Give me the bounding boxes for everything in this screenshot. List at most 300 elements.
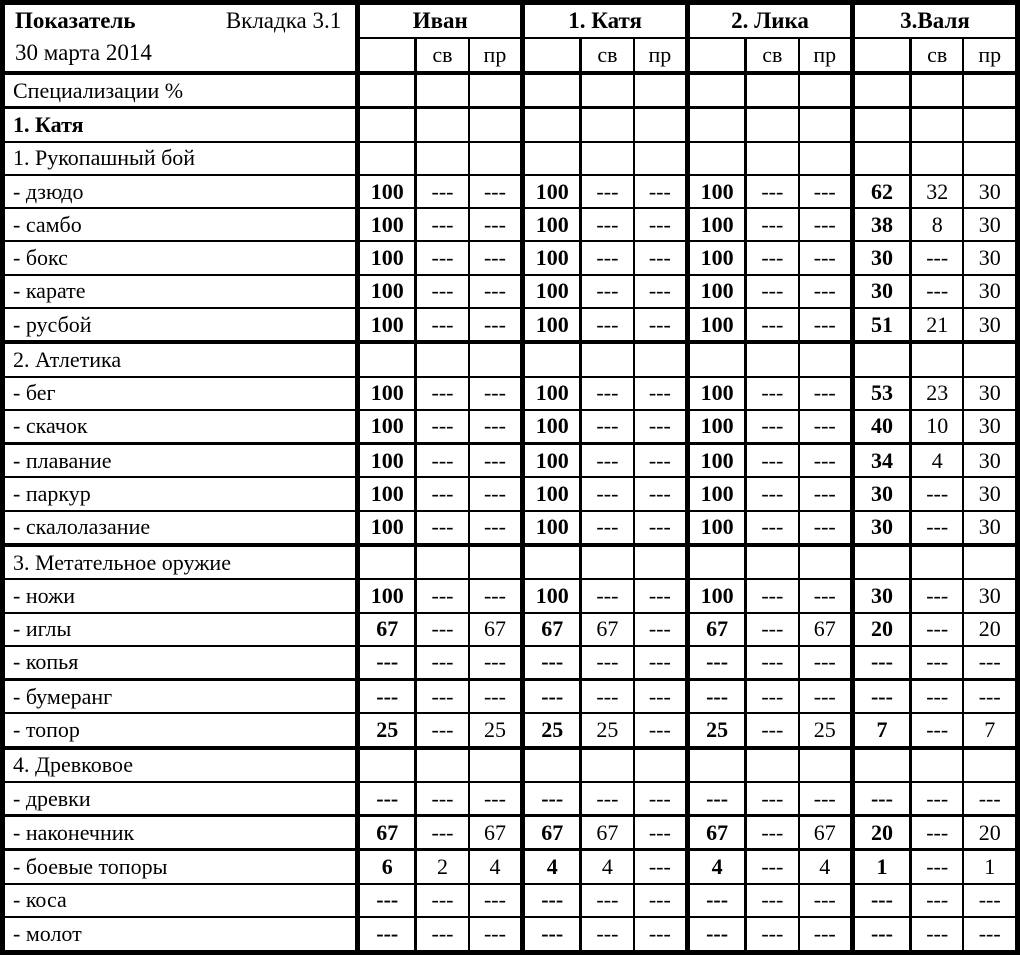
- row-label: 3. Метательное оружие: [3, 545, 358, 579]
- data-cell: ---: [910, 917, 963, 952]
- data-cell: 25: [688, 713, 746, 747]
- data-cell: ---: [416, 377, 469, 410]
- data-cell: ---: [634, 308, 688, 342]
- data-cell: 20: [963, 816, 1017, 850]
- data-cell: ---: [469, 377, 523, 410]
- row-label: - паркур: [3, 477, 358, 510]
- data-cell: ---: [469, 917, 523, 952]
- data-cell: [416, 142, 469, 175]
- table-row: [3, 108, 1018, 142]
- indicator-label: Показатель: [15, 8, 136, 33]
- data-cell: ---: [416, 477, 469, 510]
- data-cell: 4: [688, 850, 746, 884]
- data-cell: 51: [852, 308, 910, 342]
- data-cell: 100: [358, 511, 416, 545]
- data-cell: 30: [963, 477, 1017, 510]
- data-cell: [416, 342, 469, 376]
- data-cell: 10: [910, 410, 963, 444]
- data-cell: 100: [688, 511, 746, 545]
- data-cell: ---: [799, 477, 853, 510]
- data-cell: 100: [523, 308, 581, 342]
- corner-top-line: [5, 5, 355, 39]
- data-cell: ---: [416, 410, 469, 444]
- table-row: [3, 884, 1018, 917]
- data-cell: ---: [469, 477, 523, 510]
- data-cell: [688, 142, 746, 175]
- data-cell: [358, 73, 416, 108]
- data-cell: [469, 142, 523, 175]
- data-cell: ---: [910, 816, 963, 850]
- table-row: [3, 410, 1018, 444]
- data-cell: ---: [469, 680, 523, 714]
- data-cell: 4: [799, 850, 853, 884]
- table-row: [3, 646, 1018, 680]
- data-cell: ---: [799, 646, 853, 680]
- data-cell: 25: [581, 713, 634, 747]
- data-cell: ---: [581, 308, 634, 342]
- data-cell: 100: [523, 241, 581, 274]
- tab-label: Вкладка 3.1: [225, 8, 342, 33]
- data-cell: ---: [910, 511, 963, 545]
- data-cell: ---: [746, 175, 799, 208]
- data-cell: [634, 748, 688, 782]
- group-header-katya: 1. Катя: [523, 3, 688, 38]
- data-cell: 67: [358, 613, 416, 646]
- table-row: [3, 208, 1018, 241]
- data-cell: [910, 545, 963, 579]
- data-cell: ---: [416, 613, 469, 646]
- data-cell: ---: [799, 917, 853, 952]
- data-cell: ---: [469, 410, 523, 444]
- data-cell: [746, 142, 799, 175]
- data-cell: ---: [523, 884, 581, 917]
- data-cell: [688, 748, 746, 782]
- data-cell: ---: [634, 579, 688, 612]
- data-cell: ---: [469, 646, 523, 680]
- data-cell: ---: [746, 816, 799, 850]
- data-cell: ---: [416, 511, 469, 545]
- table-row: [3, 308, 1018, 342]
- data-cell: 7: [963, 713, 1017, 747]
- row-label: - бокс: [3, 241, 358, 274]
- data-cell: [799, 545, 853, 579]
- data-cell: ---: [523, 680, 581, 714]
- data-cell: ---: [469, 241, 523, 274]
- data-cell: 53: [852, 377, 910, 410]
- data-cell: ---: [416, 241, 469, 274]
- data-cell: ---: [358, 646, 416, 680]
- row-label: 1. Рукопашный бой: [3, 142, 358, 175]
- data-cell: 21: [910, 308, 963, 342]
- data-cell: ---: [799, 175, 853, 208]
- data-cell: 30: [963, 511, 1017, 545]
- data-cell: [963, 545, 1017, 579]
- row-label: - древки: [3, 782, 358, 816]
- data-cell: ---: [581, 444, 634, 478]
- data-cell: 30: [963, 241, 1017, 274]
- data-cell: ---: [581, 579, 634, 612]
- row-label: - коса: [3, 884, 358, 917]
- data-cell: 38: [852, 208, 910, 241]
- data-cell: ---: [581, 208, 634, 241]
- data-cell: 100: [523, 477, 581, 510]
- data-cell: 30: [963, 208, 1017, 241]
- data-cell: ---: [746, 208, 799, 241]
- data-cell: 25: [358, 713, 416, 747]
- data-cell: ---: [688, 646, 746, 680]
- data-cell: ---: [746, 511, 799, 545]
- data-cell: [581, 108, 634, 142]
- data-cell: ---: [581, 377, 634, 410]
- data-cell: 4: [469, 850, 523, 884]
- data-cell: [358, 142, 416, 175]
- data-cell: [634, 545, 688, 579]
- data-cell: 1: [852, 850, 910, 884]
- data-cell: 100: [523, 377, 581, 410]
- data-cell: ---: [634, 782, 688, 816]
- data-cell: 30: [963, 410, 1017, 444]
- row-label: - плавание: [3, 444, 358, 478]
- data-cell: ---: [799, 884, 853, 917]
- data-cell: 6: [358, 850, 416, 884]
- data-cell: [746, 748, 799, 782]
- data-cell: [910, 748, 963, 782]
- data-cell: ---: [358, 680, 416, 714]
- group-header-valya: 3.Валя: [852, 3, 1017, 38]
- data-cell: ---: [799, 308, 853, 342]
- subcol-total: [523, 38, 581, 73]
- data-cell: ---: [416, 208, 469, 241]
- subcol-total: [852, 38, 910, 73]
- data-cell: 100: [358, 477, 416, 510]
- data-cell: 30: [852, 579, 910, 612]
- data-cell: 20: [852, 816, 910, 850]
- data-cell: ---: [416, 917, 469, 952]
- data-cell: ---: [910, 579, 963, 612]
- data-cell: ---: [746, 680, 799, 714]
- table-row: [3, 342, 1018, 376]
- table-row: [3, 377, 1018, 410]
- data-cell: 30: [963, 377, 1017, 410]
- data-cell: ---: [852, 782, 910, 816]
- data-cell: ---: [469, 275, 523, 308]
- data-cell: [746, 73, 799, 108]
- data-cell: [799, 342, 853, 376]
- data-cell: ---: [581, 884, 634, 917]
- data-cell: [688, 342, 746, 376]
- data-cell: 40: [852, 410, 910, 444]
- data-cell: ---: [523, 646, 581, 680]
- data-cell: 67: [688, 613, 746, 646]
- data-cell: 100: [688, 477, 746, 510]
- data-cell: 100: [688, 579, 746, 612]
- data-cell: [358, 748, 416, 782]
- table-row: [3, 613, 1018, 646]
- data-cell: 100: [688, 444, 746, 478]
- data-cell: ---: [746, 850, 799, 884]
- data-cell: ---: [581, 917, 634, 952]
- data-cell: ---: [416, 444, 469, 478]
- data-cell: [469, 748, 523, 782]
- data-cell: ---: [523, 917, 581, 952]
- subcol-sv: св: [581, 38, 634, 73]
- data-cell: 100: [358, 410, 416, 444]
- data-cell: ---: [799, 241, 853, 274]
- data-cell: ---: [581, 511, 634, 545]
- header-row-groups: [3, 3, 1018, 38]
- data-cell: ---: [634, 884, 688, 917]
- data-cell: ---: [963, 680, 1017, 714]
- data-cell: ---: [416, 680, 469, 714]
- data-cell: ---: [746, 713, 799, 747]
- data-cell: 4: [523, 850, 581, 884]
- data-cell: ---: [469, 175, 523, 208]
- subcol-total: [358, 38, 416, 73]
- data-cell: ---: [634, 410, 688, 444]
- data-cell: [523, 545, 581, 579]
- data-cell: [688, 108, 746, 142]
- data-cell: [523, 108, 581, 142]
- data-cell: 100: [523, 410, 581, 444]
- data-cell: ---: [910, 850, 963, 884]
- row-label: - копья: [3, 646, 358, 680]
- data-cell: ---: [746, 613, 799, 646]
- data-cell: [852, 73, 910, 108]
- data-cell: [688, 73, 746, 108]
- data-cell: 100: [523, 511, 581, 545]
- data-cell: [963, 73, 1017, 108]
- row-label: - карате: [3, 275, 358, 308]
- subcol-pr: пр: [469, 38, 523, 73]
- data-cell: ---: [799, 579, 853, 612]
- data-cell: ---: [634, 477, 688, 510]
- data-cell: ---: [634, 917, 688, 952]
- data-cell: 100: [523, 275, 581, 308]
- data-cell: [469, 342, 523, 376]
- data-cell: 30: [963, 579, 1017, 612]
- row-label: Специализации %: [3, 73, 358, 108]
- data-cell: 100: [358, 377, 416, 410]
- data-cell: 67: [799, 816, 853, 850]
- table-row: [3, 917, 1018, 952]
- data-cell: 4: [581, 850, 634, 884]
- data-cell: ---: [581, 477, 634, 510]
- data-cell: ---: [910, 646, 963, 680]
- data-cell: [746, 342, 799, 376]
- data-cell: 100: [358, 275, 416, 308]
- table-row: [3, 680, 1018, 714]
- subcol-sv: св: [416, 38, 469, 73]
- data-cell: ---: [634, 175, 688, 208]
- date-label: 30 марта 2014: [15, 40, 152, 65]
- subcol-pr: пр: [634, 38, 688, 73]
- data-cell: [799, 108, 853, 142]
- data-cell: 100: [688, 377, 746, 410]
- data-cell: ---: [746, 782, 799, 816]
- row-label: - ножи: [3, 579, 358, 612]
- subcol-pr: пр: [963, 38, 1017, 73]
- data-cell: ---: [634, 850, 688, 884]
- data-cell: ---: [358, 917, 416, 952]
- data-cell: 67: [469, 613, 523, 646]
- data-cell: ---: [634, 816, 688, 850]
- data-cell: ---: [910, 884, 963, 917]
- data-cell: 100: [358, 241, 416, 274]
- data-cell: [581, 748, 634, 782]
- data-cell: [634, 108, 688, 142]
- data-cell: 34: [852, 444, 910, 478]
- data-cell: [634, 73, 688, 108]
- data-cell: ---: [358, 782, 416, 816]
- data-cell: 2: [416, 850, 469, 884]
- data-cell: ---: [799, 680, 853, 714]
- data-cell: ---: [634, 613, 688, 646]
- data-cell: 30: [852, 275, 910, 308]
- table-row: [3, 275, 1018, 308]
- data-cell: ---: [910, 680, 963, 714]
- data-cell: ---: [746, 646, 799, 680]
- data-cell: 20: [852, 613, 910, 646]
- row-label: - боевые топоры: [3, 850, 358, 884]
- data-cell: 100: [688, 410, 746, 444]
- data-cell: ---: [799, 275, 853, 308]
- data-cell: 100: [523, 175, 581, 208]
- data-cell: ---: [634, 713, 688, 747]
- data-cell: [910, 108, 963, 142]
- data-cell: 23: [910, 377, 963, 410]
- data-cell: ---: [416, 884, 469, 917]
- data-cell: ---: [416, 646, 469, 680]
- data-cell: [469, 73, 523, 108]
- data-cell: [358, 108, 416, 142]
- data-cell: [688, 545, 746, 579]
- data-cell: ---: [746, 308, 799, 342]
- data-cell: [910, 142, 963, 175]
- table-body: [3, 73, 1018, 952]
- data-cell: [634, 342, 688, 376]
- data-cell: ---: [469, 511, 523, 545]
- data-cell: ---: [963, 884, 1017, 917]
- data-cell: ---: [634, 275, 688, 308]
- row-label: - иглы: [3, 613, 358, 646]
- data-cell: [581, 545, 634, 579]
- data-cell: [523, 748, 581, 782]
- subcol-pr: пр: [799, 38, 853, 73]
- row-label: 2. Атлетика: [3, 342, 358, 376]
- data-cell: ---: [746, 884, 799, 917]
- table-row: [3, 579, 1018, 612]
- data-cell: ---: [469, 308, 523, 342]
- row-label: - скалолазание: [3, 511, 358, 545]
- data-cell: 32: [910, 175, 963, 208]
- data-cell: ---: [416, 579, 469, 612]
- data-cell: 100: [358, 308, 416, 342]
- table-row: [3, 545, 1018, 579]
- data-cell: 67: [799, 613, 853, 646]
- data-cell: 100: [523, 208, 581, 241]
- data-cell: ---: [688, 884, 746, 917]
- data-cell: ---: [746, 579, 799, 612]
- data-cell: ---: [581, 782, 634, 816]
- data-cell: ---: [799, 377, 853, 410]
- data-cell: [852, 342, 910, 376]
- data-cell: [746, 108, 799, 142]
- data-cell: [634, 142, 688, 175]
- data-cell: 25: [523, 713, 581, 747]
- table-row: [3, 477, 1018, 510]
- data-cell: ---: [746, 917, 799, 952]
- data-cell: ---: [581, 241, 634, 274]
- data-cell: ---: [910, 613, 963, 646]
- data-cell: 100: [358, 444, 416, 478]
- table-row: [3, 816, 1018, 850]
- table-row: [3, 444, 1018, 478]
- data-cell: ---: [634, 208, 688, 241]
- data-cell: 100: [688, 175, 746, 208]
- table-row: [3, 241, 1018, 274]
- data-cell: ---: [799, 444, 853, 478]
- data-cell: ---: [799, 208, 853, 241]
- data-cell: ---: [910, 477, 963, 510]
- data-cell: [416, 545, 469, 579]
- table-corner-cell: [3, 3, 358, 74]
- data-cell: ---: [910, 782, 963, 816]
- data-cell: [581, 73, 634, 108]
- data-cell: ---: [746, 241, 799, 274]
- data-cell: ---: [634, 444, 688, 478]
- data-cell: ---: [416, 308, 469, 342]
- data-cell: [581, 142, 634, 175]
- data-cell: ---: [799, 511, 853, 545]
- row-label: - дзюдо: [3, 175, 358, 208]
- data-cell: 30: [852, 511, 910, 545]
- data-cell: [523, 342, 581, 376]
- data-cell: ---: [634, 680, 688, 714]
- data-cell: ---: [746, 275, 799, 308]
- group-header-ivan: Иван: [358, 3, 523, 38]
- data-cell: 30: [963, 444, 1017, 478]
- data-cell: ---: [416, 713, 469, 747]
- data-cell: 1: [963, 850, 1017, 884]
- data-cell: 67: [523, 816, 581, 850]
- data-cell: ---: [688, 917, 746, 952]
- data-cell: ---: [581, 410, 634, 444]
- data-cell: [358, 342, 416, 376]
- data-cell: 100: [358, 175, 416, 208]
- data-cell: 67: [581, 816, 634, 850]
- data-cell: 25: [469, 713, 523, 747]
- data-cell: [799, 142, 853, 175]
- data-cell: 100: [523, 579, 581, 612]
- data-cell: [416, 73, 469, 108]
- row-label: - бег: [3, 377, 358, 410]
- data-cell: ---: [416, 816, 469, 850]
- subcol-sv: св: [746, 38, 799, 73]
- row-label: - наконечник: [3, 816, 358, 850]
- group-header-lika: 2. Лика: [688, 3, 853, 38]
- data-cell: ---: [358, 884, 416, 917]
- row-label: - бумеранг: [3, 680, 358, 714]
- data-cell: 7: [852, 713, 910, 747]
- row-label: 1. Катя: [3, 108, 358, 142]
- data-cell: ---: [581, 646, 634, 680]
- data-cell: ---: [581, 680, 634, 714]
- data-cell: ---: [746, 444, 799, 478]
- data-cell: ---: [634, 241, 688, 274]
- data-cell: ---: [469, 884, 523, 917]
- table-row: [3, 175, 1018, 208]
- data-cell: 100: [688, 208, 746, 241]
